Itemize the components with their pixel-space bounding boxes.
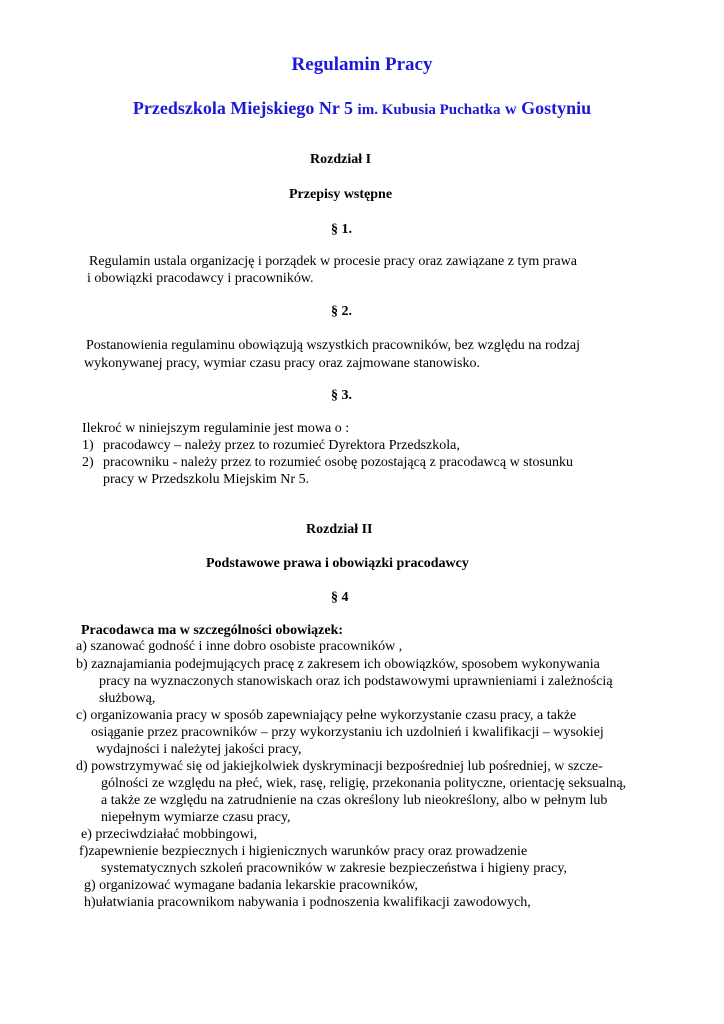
section-4-line: g) organizować wymagane badania lekarskie pracowników,	[84, 878, 418, 893]
section-4-line: f)zapewnienie bezpiecznych i higienicznych warunków pracy oraz prowadzenie	[79, 844, 528, 859]
subtitle-patron: im. Kubusia Puchatka	[357, 102, 501, 118]
section-3-item-2-num: 2)	[82, 455, 94, 470]
section-3-item-2-text-cont: pracy w Przedszkolu Miejskim Nr 5.	[103, 472, 310, 487]
section-4-line: a) szanować godność i inne dobro osobiste pracowników ,	[76, 639, 403, 654]
section-3-item-2-text: pracowniku - należy przez to rozumieć osobę pozostającą z pracodawcą w stosunku	[103, 455, 573, 470]
section-4-line: b) zaznajamiania podejmujących pracę z zakresem ich obowiązków, sposobem wykonywania	[76, 657, 600, 672]
chapter-2-subheading: Podstawowe prawa i obowiązki pracodawcy	[206, 556, 469, 571]
section-4-line: systematycznych szkoleń pracowników w zakresie bezpieczeństwa i higieny pracy,	[101, 861, 567, 876]
document-subtitle	[0, 97, 724, 121]
subtitle-preposition: w	[505, 101, 517, 118]
chapter-1-subheading: Przepisy wstępne	[289, 187, 393, 202]
section-4-line: d) powstrzymywać się od jakiejkolwiek dyskryminacji bezpośredniej lub pośredniej, w szcze-	[76, 759, 603, 774]
chapter-1-heading: Rozdział I	[310, 152, 372, 167]
section-4-line: e) przeciwdziałać mobbingowi,	[81, 827, 258, 842]
section-3-sign: § 3.	[331, 388, 352, 403]
section-4-line: służbową,	[99, 691, 156, 706]
section-1-sign: § 1.	[331, 222, 352, 237]
section-4-line: osiąganie przez pracowników – przy wykorzystaniu ich uzdolnień i kwalifikacji – wysokiej	[91, 725, 604, 740]
section-4-line: h)ułatwiania pracownikom nabywania i podnoszenia kwalifikacji zawodowych,	[84, 895, 531, 910]
section-4-sign: § 4	[331, 590, 349, 605]
section-2-line-2: wykonywanej pracy, wymiar czasu pracy oraz zajmowane stanowisko.	[84, 356, 480, 371]
section-2-sign: § 2.	[331, 304, 352, 319]
section-4-line: wydajności i należytej jakości pracy,	[96, 742, 302, 757]
section-3-intro: Ilekroć w niniejszym regulaminie jest mowa o :	[82, 421, 350, 436]
section-4-intro: Pracodawca ma w szczególności obowiązek:	[81, 623, 344, 638]
subtitle-town: Gostyniu	[521, 98, 592, 118]
section-4-line: c) organizowania pracy w sposób zapewniający pełne wykorzystanie czasu pracy, a także	[76, 708, 577, 723]
section-4-line: a także ze względu na zatrudnienie na czas określony lub nieokreślony, albo w pełnym lub	[101, 793, 608, 808]
section-3-item-1-num: 1)	[82, 438, 94, 453]
section-4-line: gólności ze względu na płeć, wiek, rasę, religię, przekonania polityczne, orientację seksualną,	[101, 776, 627, 791]
chapter-2-heading: Rozdział II	[306, 522, 373, 537]
section-1-line-1: Regulamin ustala organizację i porządek w procesie pracy oraz zawiązane z tym prawa	[89, 254, 577, 269]
section-3-item-1-text: pracodawcy – należy przez to rozumieć Dyrektora Przedszkola,	[103, 438, 460, 453]
section-4-line: niepełnym wymiarze czasu pracy,	[101, 810, 291, 825]
section-2-line-1: Postanowienia regulaminu obowiązują wszystkich pracowników, bez względu na rodzaj	[86, 338, 580, 353]
document-title: Regulamin Pracy	[291, 54, 433, 75]
subtitle-school-name: Przedszkola Miejskiego Nr 5	[132, 98, 354, 118]
section-4-line: pracy na wyznaczonych stanowiskach oraz ich podstawowymi uprawnieniami i zależnością	[99, 674, 613, 689]
section-1-line-2: i obowiązki pracodawcy i pracowników.	[87, 271, 314, 286]
